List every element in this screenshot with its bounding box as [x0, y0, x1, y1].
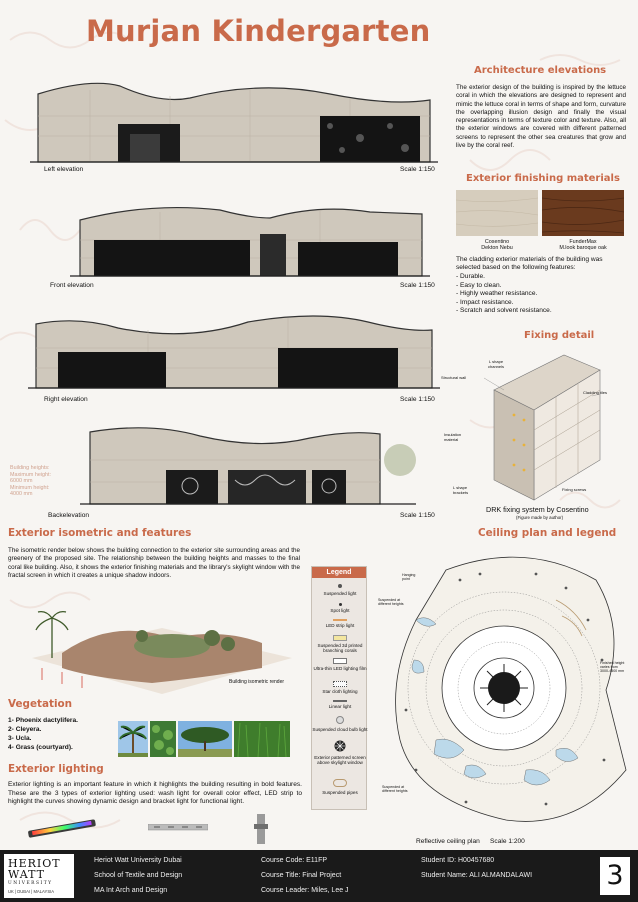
bracket-light-fixture-image [254, 814, 268, 844]
legend-item-spot-light: Spot light [330, 608, 350, 613]
legend-title: Legend [312, 567, 366, 578]
isometric-text: The isometric render below shows the building connection to the exterior site surrounding areas and the greenery of the proposed site. The relationship between the building heights and masses to the final coral like building. Also, it shows the exterior finishing materials and the library's skylight window with the fractal screen in which it creates a unique shadow indoors. [8, 547, 300, 579]
footer-student-name: Student Name: ALI ALMANDALAWI [421, 872, 533, 879]
fixing-label-l-shape-channels: L shape channels [488, 359, 505, 369]
right-elevation-scale: Scale 1:150 [400, 396, 435, 403]
back-elevation-label: Backelevation [48, 512, 90, 519]
left-elevation-label: Left elevation [44, 166, 84, 173]
left-elevation-scale: Scale 1:150 [400, 166, 435, 173]
footer-course-title: Course Title: Final Project [261, 872, 342, 879]
spot-light-icon [339, 603, 342, 606]
architecture-text: The exterior design of the building is inspired by the lettuce coral in which the elevations are designed to represent and mimic the lettuce coral in terms of shape and form, curvature the overlapping illusion design and finally the visual representations in terms of texture color and texture. Also, all the exterior windows are covered with different patterned screens to represent the other sea creatures that grow and live by the coral reef. [456, 84, 626, 150]
footer-student-id: Student ID: H00457680 [421, 857, 495, 864]
page-title: Murjan Kindergarten [86, 14, 431, 48]
swatch1-label: Cosentino Dekton Nebu [481, 239, 513, 252]
fixing-label-cladding-tiles: Cladding tiles [583, 390, 608, 395]
linear-light-icon [333, 700, 347, 702]
legend-item-suspended-pipes: Suspended pipes [322, 790, 358, 795]
suspended-pipes-icon [333, 779, 347, 787]
fixing-label-l-shape-brackets: L shape brackets [453, 485, 469, 495]
finishing-heading: Exterior finishing materials [466, 173, 620, 184]
led-fixture-image [24, 818, 100, 840]
isometric-render-label: Building isometric render [229, 679, 285, 685]
building-heights-note: Building heights: Maximum height: 6000 mm Minimum height: 4000 mm [10, 465, 52, 498]
footer-school: School of Textile and Design [94, 872, 183, 879]
cloud-bulb-icon [336, 716, 344, 724]
footer-course-leader: Course Leader: Miles, Lee J [261, 887, 349, 894]
right-elevation-drawing [28, 308, 440, 394]
fixing-label-structural-wall: Structural wall [441, 375, 467, 380]
ceiling-note-suspended-top: Suspended at different heights [378, 598, 404, 606]
vegetation-heading: Vegetation [8, 698, 73, 710]
swatch-baroque-oak [542, 190, 624, 236]
heriot-watt-logo: HERIOT WATT UNIVERSITY UK | DUBAI | MALAYSIA [4, 854, 74, 898]
legend-item-cloud-bulb: Suspended cloud bulb light [312, 727, 368, 732]
finishing-intro: The cladding exterior materials of the building was selected based on the following features: [456, 256, 603, 272]
fixing-label-fixing-screws: Fixing screws [562, 487, 587, 492]
fixing-heading: Fixing detail [524, 330, 595, 341]
legend-item-star-cloth: Star cloth lighting [322, 689, 358, 694]
architecture-heading: Architecture elevations [474, 65, 607, 76]
back-elevation-drawing [80, 420, 416, 510]
right-elevation-label: Right elevation [44, 396, 88, 403]
vegetation-photo-cleyera [150, 721, 176, 757]
vegetation-photo-grass [234, 721, 290, 757]
swatch-dekton-nebu [456, 190, 538, 236]
vegetation-photo-ucla [178, 721, 232, 757]
left-elevation-drawing [30, 76, 438, 172]
legend-item-patterned-screen: Exterior patterned screen above skylight window [314, 755, 366, 766]
ceiling-caption: Reflective ceiling plan [416, 838, 480, 845]
branching-coral-icon [333, 635, 347, 641]
fixing-subcaption: (Figure made by author) [516, 515, 564, 520]
legend-item-linear-light: Linear light [328, 704, 352, 709]
led-film-icon [333, 658, 347, 664]
front-elevation-scale: Scale 1:150 [400, 282, 435, 289]
isometric-heading: Exterior isometric and features [8, 527, 192, 539]
footer-course-code: Course Code: E11FP [261, 857, 328, 864]
page-number: 3 [600, 857, 630, 895]
fixing-caption: DRK fixing system by Cosentino [486, 505, 589, 514]
lighting-legend [311, 566, 367, 810]
linear-strip-fixture-image [148, 824, 208, 832]
suspended-light-icon [338, 584, 342, 588]
front-elevation-label: Front elevation [50, 282, 94, 289]
footer-university: Heriot Watt University Dubai [94, 857, 182, 864]
ceiling-heading: Ceiling plan and legend [478, 527, 617, 539]
fixing-label-insulation: Insulation material [444, 432, 462, 442]
legend-item-suspended-light: Suspended light [323, 591, 357, 596]
led-strip-icon [333, 619, 347, 621]
legend-item-led-film: Ultra-thin LED lighting film [313, 666, 367, 671]
ceiling-note-finished-height: Finished height varies from 3000-4500 mm [600, 661, 625, 673]
reflective-ceiling-plan [376, 540, 632, 832]
footer-program: MA Int Arch and Design [94, 887, 168, 894]
legend-item-led-strip: LED strip light [325, 623, 355, 628]
front-elevation-drawing [70, 196, 430, 282]
finishing-features: - Durable. - Easy to clean. - Highly weather resistance. - Impact resistance. - Scratch and solvent resistance. [456, 273, 552, 315]
vegetation-list: 1- Phoenix dactylifera. 2- Cleyera. 3- Ucla. 4- Grass (courtyard). [8, 717, 78, 751]
star-cloth-icon [333, 681, 347, 687]
ceiling-note-hanging: Hanging point [402, 573, 416, 581]
lighting-heading: Exterior lighting [8, 763, 104, 775]
fixing-detail-drawing [474, 350, 604, 502]
legend-item-3d-corals: Suspended 3d printed branching corals [317, 643, 363, 654]
ceiling-scale: Scale 1:200 [490, 838, 525, 845]
footer-bar [0, 850, 638, 902]
swatch2-label: FunderMax M.look baroque oak [559, 239, 607, 252]
ceiling-note-suspended-bottom: Suspended at different heights [382, 785, 408, 793]
back-elevation-scale: Scale 1:150 [400, 512, 435, 519]
patterned-screen-icon [334, 740, 346, 752]
vegetation-photo-palm [118, 721, 148, 757]
lighting-text: Exterior lighting is an important feature in which it highlights the building resulting in bold features. These are the 3 types of exterior lighting used: wash light for overall color effect, LED strip to highlight the curves showing dynamic design and bracket light for functional light. [8, 781, 302, 806]
